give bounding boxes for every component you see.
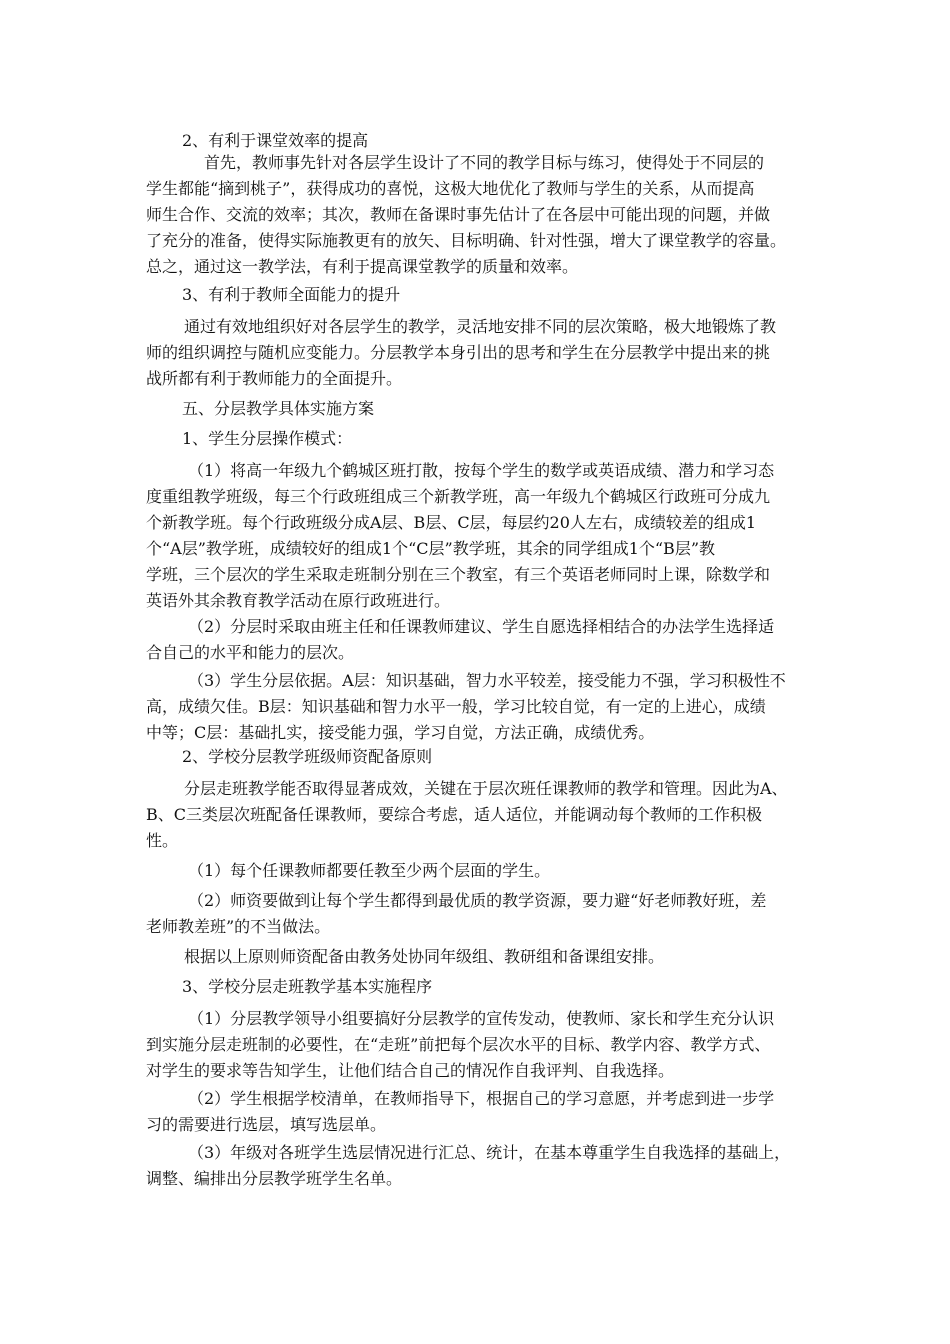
text-line: （1）每个任课教师都要任教至少两个层面的学生。 [188,861,551,880]
paragraph-ability [146,314,810,392]
text-line: （3）学生分层依据。A层：知识基础，智力水平较差，接受能力不强，学习积极性不 [188,671,786,690]
text-line: 调整、编排出分层教学班学生名单。 [146,1169,403,1188]
text-line: 2、有利于课堂效率的提高 [182,131,369,150]
paragraph-teachers [146,776,810,854]
text-line: （1）分层教学领导小组要搞好分层教学的宣传发动，使教师、家长和学生充分认识 [188,1009,775,1028]
text-line: （2）学生根据学校清单，在教师指导下，根据自己的学习意愿，并考虑到进一步学 [188,1089,775,1108]
text-line: B、C三类层次班配备任课教师，要综合考虑，适人适位，并能调动每个教师的工作积极 [146,805,763,824]
text-line: 1、学生分层操作模式： [182,429,353,448]
text-line: 总之，通过这一教学法，有利于提高课堂教学的质量和效率。 [146,257,579,276]
text-line: 通过有效地组织好对各层学生的教学，灵活地安排不同的层次策略，极大地锻炼了教 [184,317,777,336]
text-line: （1）将高一年级九个鹤城区班打散，按每个学生的数学或英语成绩、潜力和学习态 [188,461,775,480]
text-line: 合自己的水平和能力的层次。 [146,643,355,662]
text-line: 性。 [146,831,179,850]
heading-procedure [146,974,810,1000]
text-line: 2、学校分层教学班级师资配备原则 [182,747,433,766]
text-line: 中等；C层：基础扎实，接受能力强，学习自觉，方法正确，成绩优秀。 [146,723,655,742]
text-line: （2）师资要做到让每个学生都得到最优质的教学资源，要力避“好老师教好班，差 [188,891,767,910]
paragraph-mode-3 [146,668,810,746]
text-line: 度重组教学班级，每三个行政班组成三个新教学班，高一年级九个鹤城区行政班可分成九 [146,487,771,506]
text-line: 老师教差班”的不当做法。 [146,917,331,936]
text-line: 个“A层”教学班，成绩较好的组成1个“C层”教学班，其余的同学组成1个“B层”教 [146,539,715,558]
text-line: 师的组织调控与随机应变能力。分层教学本身引出的思考和学生在分层教学中提出来的挑 [146,343,771,362]
text-line: 根据以上原则师资配备由教务处协同年级组、教研组和备课组安排。 [184,947,665,966]
text-line: 师生合作、交流的效率；其次，教师在备课时事先估计了在各层中可能出现的问题，并做 [146,205,771,224]
text-line: 首先，教师事先针对各层学生设计了不同的教学目标与练习，使得处于不同层的 [204,153,765,172]
heading-teacher-allocation [146,744,810,770]
paragraph-procedure-1 [146,1006,810,1084]
text-line: 个新教学班。每个行政班级分成A层、B层、C层，每层约20人左右，成绩较差的组成1 [146,513,757,532]
text-line: 到实施分层走班制的必要性，在“走班”前把每个层次水平的目标、教学内容、教学方式、 [146,1035,771,1054]
text-line: （3）年级对各班学生选层情况进行汇总、统计，在基本尊重学生自我选择的基础上， [188,1143,791,1162]
paragraph-procedure-2 [146,1086,810,1138]
text-line: 3、有利于教师全面能力的提升 [182,285,401,304]
text-line: 学生都能“摘到桃子”，获得成功的喜悦，这极大地优化了教师与学生的关系，从而提高 [146,179,755,198]
heading-section-five [146,396,810,422]
text-line: 学班，三个层次的学生采取走班制分别在三个教室，有三个英语老师同时上课，除数学和 [146,565,771,584]
text-line: 战所都有利于教师能力的全面提升。 [146,369,403,388]
paragraph-teachers-3 [146,944,810,970]
text-line: 五、分层教学具体实施方案 [182,399,375,418]
text-line: 对学生的要求等告知学生，让他们结合自己的情况作自我评判、自我选择。 [146,1061,675,1080]
text-line: 高，成绩欠佳。B层：知识基础和智力水平一般，学习比较自觉，有一定的上进心，成绩 [146,697,766,716]
text-line: 分层走班教学能否取得显著成效，关键在于层次班任课教师的教学和管理。因此为A、 [184,779,788,798]
paragraph-efficiency [146,150,810,280]
text-line: 英语外其余教育教学活动在原行政班进行。 [146,591,451,610]
paragraph-mode-1 [146,458,810,614]
paragraph-procedure-3 [146,1140,810,1192]
text-line: （2）分层时采取由班主任和任课教师建议、学生自愿选择相结合的办法学生选择适 [188,617,775,636]
paragraph-teachers-1 [146,858,810,884]
text-line: 习的需要进行选层，填写选层单。 [146,1115,387,1134]
text-line: 了充分的准备，使得实际施教更有的放矢、目标明确、针对性强，增大了课堂教学的容量。 [146,231,787,250]
heading-teacher-ability [146,282,810,308]
paragraph-mode-2 [146,614,810,666]
paragraph-teachers-2 [146,888,810,940]
text-line: 3、学校分层走班教学基本实施程序 [182,977,433,996]
heading-student-layering [146,426,810,452]
